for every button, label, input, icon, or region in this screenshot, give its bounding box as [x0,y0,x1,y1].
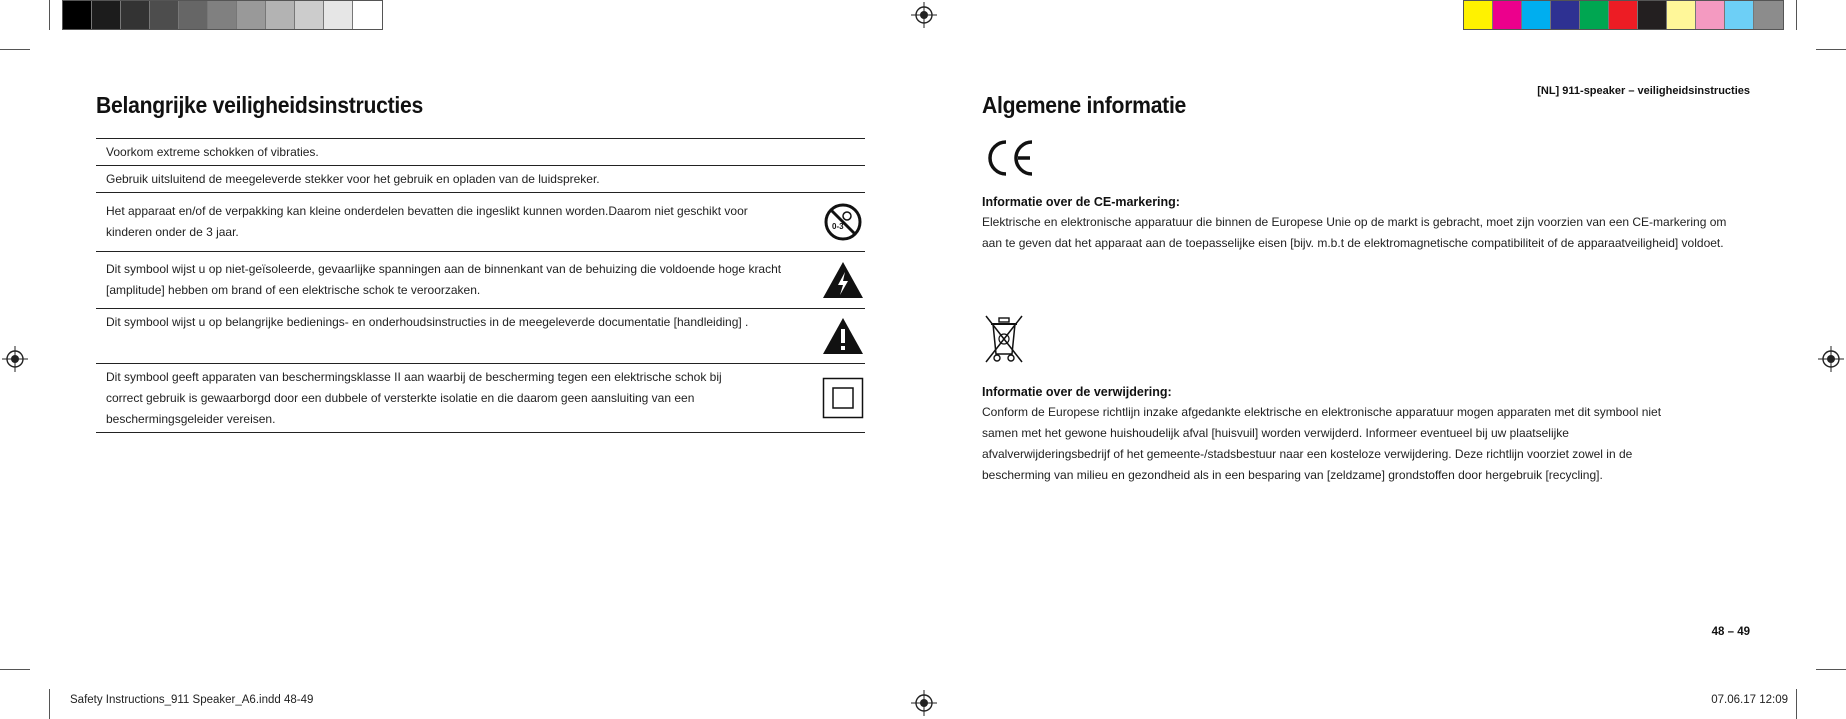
table-row [96,193,865,252]
crop-mark [1796,0,1797,30]
weee-bin-icon [982,312,1026,366]
row-text: Het apparaat en/of de verpakking kan kleine onderdelen bevatten die ingeslikt kunnen worden.Daarom niet geschikt voor kinderen onder de 3 jaar. [106,204,748,239]
ce-mark-icon [984,138,1038,178]
color-swatch [179,1,208,29]
row-text: Gebruik uitsluitend de meegeleverde stekker voor het gebruik en opladen van de luidspreker. [106,171,600,186]
safety-title: Belangrijke veiligheidsinstructies [96,92,423,118]
weee-paragraph: Conform de Europese richtlijn inzake afgedankte elektrische en elektronische apparatuur mogen apparaten met dit symbool niet samen met het gewone huishoudelijk afval [huisvuil] worden verwijderd. Informeer eventueel bij uw plaatselijke afvalverwijderingsbedrijf of het gemeente-/stadsbestuur naar een kosteloze verwijdering. Deze richtlijn voorziet zowel in de bescherming van milieu en gezondheid als in een besparing van [zeldzame] grondstoffen door hergebruik [recycling]. [982,405,1662,482]
grayscale-color-bar [62,0,383,30]
row-text: Dit symbool wijst u op belangrijke bedienings- en onderhoudsinstructies in de meegeleverde documentatie [handleiding] . [106,315,749,329]
crop-mark [1816,669,1846,670]
slug-filename: Safety Instructions_911 Speaker_A6.indd 48-49 [70,694,314,706]
color-swatch [150,1,179,29]
color-swatch [1725,1,1754,29]
table-row [96,252,865,309]
not-for-children-icon [821,200,865,244]
crop-mark [0,49,30,50]
color-swatch [1667,1,1696,29]
color-swatch [295,1,324,29]
row-text: Dit symbool wijst u op niet-geïsoleerde, gevaarlijke spanningen aan de binnenkant van de behuizing die voldoende hoge kracht [amplitude] hebben om brand of een elektrische schok te veroorzaken. [106,262,782,297]
registration-mark-icon [911,690,937,716]
color-swatch [1464,1,1493,29]
safety-instructions-table [96,138,865,433]
row-text: Dit symbool geeft apparaten van beschermingsklasse II aan waarbij de bescherming tegen een elektrische schok bij correct gebruik is gewaarborgd door een dubbele of versterkte isolatie en die daarom geen aansluiting van een beschermingsgeleider vereisen. [106,369,722,426]
high-voltage-icon [821,258,865,302]
color-swatch [1580,1,1609,29]
registration-mark-icon [911,2,937,28]
weee-heading: Informatie over de verwijdering: [982,385,1172,399]
running-header: [NL] 911-speaker – veiligheidsinstructies [1537,85,1750,97]
slug-date: 07.06.17 12:09 [1711,694,1788,706]
color-swatch [208,1,237,29]
color-swatch [1638,1,1667,29]
ce-paragraph: Elektrische en elektronische apparatuur die binnen de Europese Unie op de markt is gebracht, moet zijn voorzien van een CE-markering om aan te geven dat het apparaat aan de toepasselijke eisen [bijv. m.b.t de elektromagnetische compatibiliteit of de apparaatveiligheid] voldoet. [982,215,1727,250]
color-swatch [1609,1,1638,29]
table-row [96,139,865,166]
color-swatch [1493,1,1522,29]
process-color-bar [1463,0,1784,30]
table-row [96,166,865,193]
table-row [96,309,865,364]
color-swatch [1551,1,1580,29]
svg-text:0-3: 0-3 [832,222,844,231]
general-info-title: Algemene informatie [982,92,1187,118]
color-swatch [121,1,150,29]
color-swatch [1754,1,1783,29]
double-insulation-icon [821,376,865,420]
ce-heading: Informatie over de CE-markering: [982,195,1180,209]
row-text: Voorkom extreme schokken of vibraties. [106,144,319,159]
color-swatch [1696,1,1725,29]
color-swatch [1522,1,1551,29]
color-swatch [266,1,295,29]
crop-mark [1796,689,1797,719]
color-swatch [324,1,353,29]
table-row [96,364,865,433]
warning-icon [821,314,865,358]
page-numbers: 48 – 49 [1711,626,1750,638]
color-swatch [63,1,92,29]
crop-mark [49,689,50,719]
registration-mark-icon [1818,346,1844,372]
registration-mark-icon [2,346,28,372]
color-swatch [92,1,121,29]
color-swatch [237,1,266,29]
crop-mark [49,0,50,30]
color-swatch [353,1,382,29]
crop-mark [1816,49,1846,50]
crop-mark [0,669,30,670]
